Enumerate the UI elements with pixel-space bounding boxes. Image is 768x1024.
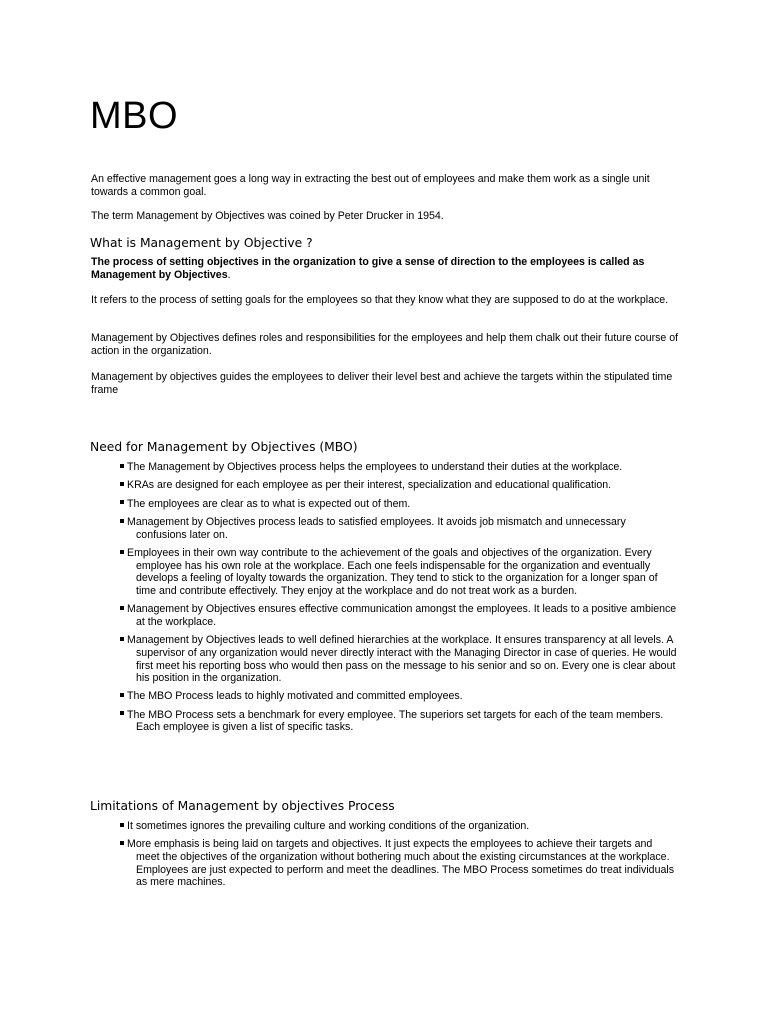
bullet-icon [120,500,124,504]
list-item: The MBO Process sets a benchmark for every employee. The superiors set targets for each of the team members. Each employee is given a list of specific tasks. [118,709,678,734]
list-item: Management by Objectives ensures effective communication amongst the employees. It leads to a positive ambience at the workplace. [118,603,678,628]
bullet-icon [120,464,124,468]
section-heading-what-is-mbo: What is Management by Objective ? [90,236,313,250]
intro-paragraph-2 [91,210,681,223]
list-item: The employees are clear as to what is expected out of them. [118,498,678,511]
bullet-icon [120,519,124,523]
bullet-icon [120,711,124,715]
intro-text-1: An effective management goes a long way in extracting the best out of employees and make them work as a single unit towards a common goal. [91,173,650,198]
bullet-icon [120,637,124,641]
section1-paragraph-1 [91,294,681,307]
definition-bold-text: The process of setting objectives in the organization to give a sense of direction to the employees is called as Management by Objectives [91,256,645,281]
bullet-icon [120,606,124,610]
bullet-icon [120,482,124,486]
bullet-icon [120,823,124,827]
bullet-icon [120,550,124,554]
list-item: Management by Objectives process leads to satisfied employees. It avoids job mismatch and unnecessary confusions later on. [118,516,678,541]
list-item: Management by Objectives leads to well defined hierarchies at the workplace. It ensures transparency at all levels. A supervisor of any organization would never directly interact with the Managing Director in case of queries. He would first meet his reporting boss who would then pass on the message to his senior and so on. Every one is clear about his position in the organization. [118,634,678,684]
section1-text-3: Management by objectives guides the employees to deliver their level best and achieve the targets within the stipulated time frame [91,371,673,396]
definition-end-text: . [227,269,231,281]
definition-paragraph [91,256,681,282]
need-for-mbo-list [118,461,678,740]
list-item: More emphasis is being laid on targets and objectives. It just expects the employees to achieve their targets and meet the objectives of the organization without bothering much about the existing circumstances at the workplace. Employees are just expected to perform and meet the deadlines. The MBO Process sometimes do treat individuals as mere machines. [118,838,678,888]
section1-text-2: Management by Objectives defines roles and responsibilities for the employees and help them chalk out their future course of action in the organization. [91,332,679,357]
section1-paragraph-3 [91,371,681,397]
list-item: The MBO Process leads to highly motivated and committed employees. [118,690,678,703]
section1-text-1: It refers to the process of setting goals for the employees so that they know what they are supposed to do at the workplace. [91,294,669,306]
bullet-icon [120,693,124,697]
list-item: KRAs are designed for each employee as per their interest, specialization and educational qualification. [118,479,678,492]
limitations-list [118,820,678,895]
bullet-icon [120,841,124,845]
list-item: Employees in their own way contribute to the achievement of the goals and objectives of the organization. Every employee has his own role at the workplace. Each one feels indispensable for the organization and eventually develops a feeling of loyalty towards the organization. They tend to stick to the organization for a longer span of time and contribute effectively. They enjoy at the workplace and do not treat work as a burden. [118,547,678,597]
document-title: MBO [90,95,179,137]
intro-paragraph-1 [91,173,681,199]
list-item: It sometimes ignores the prevailing culture and working conditions of the organization. [118,820,678,833]
list-item: The Management by Objectives process helps the employees to understand their duties at the workplace. [118,461,678,474]
section1-paragraph-2 [91,332,681,358]
section-heading-need-for-mbo: Need for Management by Objectives (MBO) [90,440,358,454]
intro-text-2: The term Management by Objectives was coined by Peter Drucker in 1954. [91,210,444,222]
section-heading-limitations: Limitations of Management by objectives Process [90,799,395,813]
